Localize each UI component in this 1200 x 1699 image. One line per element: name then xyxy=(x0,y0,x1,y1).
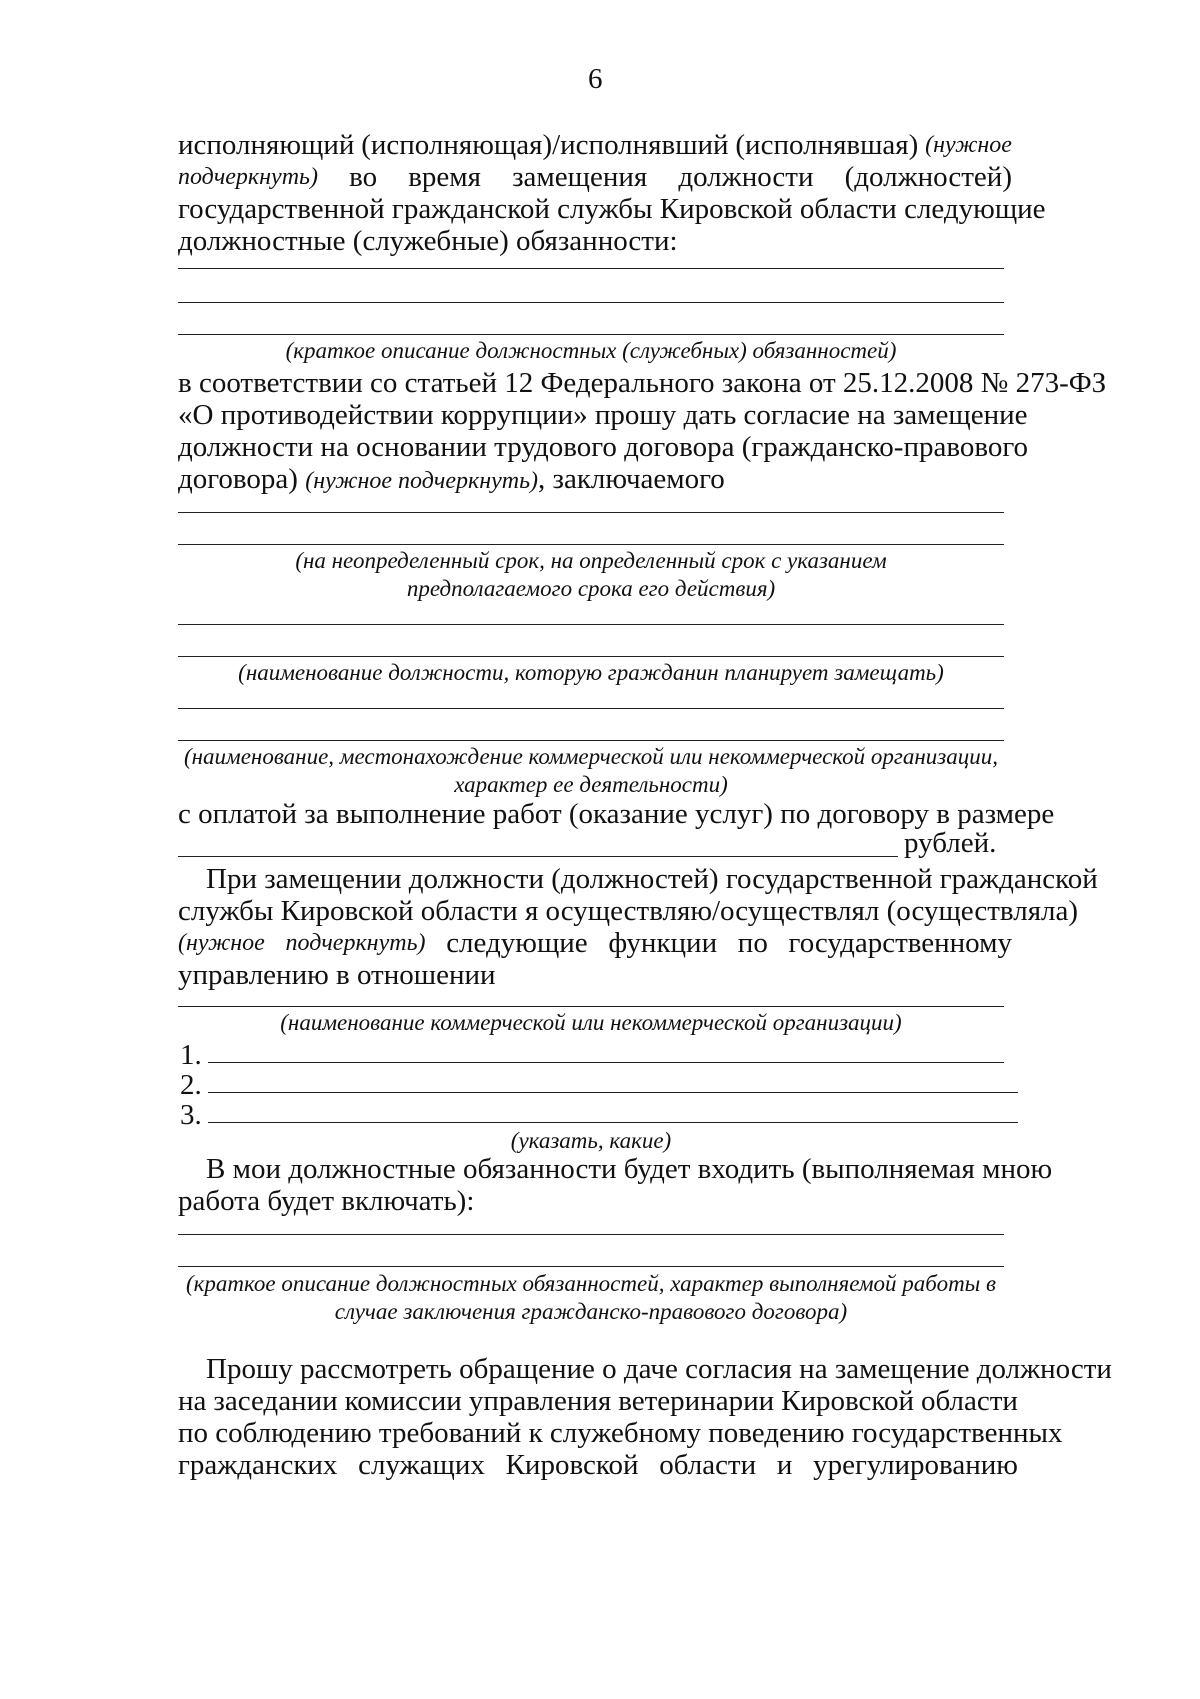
future-line-1: В мои должностные обязанности будет входить (выполняемая мною xyxy=(206,1153,1053,1185)
blank-line xyxy=(208,1092,1018,1093)
functions-line-3 xyxy=(178,926,1012,960)
caption-org-name: (наименование коммерческой или некоммерческой организации) xyxy=(280,1010,902,1035)
request-line-2 xyxy=(178,1384,1018,1418)
law-text: договора) xyxy=(178,463,298,495)
intro-word: должности xyxy=(678,161,814,193)
request-word: области xyxy=(921,1385,1018,1417)
blank-line xyxy=(178,334,1004,335)
caption-future-1: (краткое описание должностных обязанностей, характер выполняемой работы в xyxy=(185,1271,996,1296)
request-line-4 xyxy=(178,1448,1018,1482)
intro-line-2 xyxy=(178,160,1012,194)
blank-line xyxy=(208,1122,1018,1123)
intro-word: (исполнявшая) xyxy=(735,129,919,161)
caption-future-2: случае заключения гражданско-правового договора) xyxy=(334,1299,848,1324)
caption-which: (указать, какие) xyxy=(510,1128,672,1153)
request-word: Кировской xyxy=(505,1449,639,1481)
blank-line xyxy=(178,1006,1004,1007)
functions-word: по xyxy=(737,927,768,959)
blank-line xyxy=(178,302,1004,303)
request-word: служащих xyxy=(358,1449,485,1481)
item-number: 3. xyxy=(180,1099,202,1131)
blank-line xyxy=(178,856,898,857)
law-text: , заключаемого xyxy=(538,463,725,495)
intro-word: во xyxy=(349,161,378,193)
item-number: 2. xyxy=(180,1069,202,1101)
functions-line-4: управлению в отношении xyxy=(178,959,496,991)
intro-word: (исполняющая)/исполнявший xyxy=(361,129,729,161)
blank-line xyxy=(178,1266,1004,1267)
request-line-1: Прошу рассмотреть обращение о даче согласия на замещение должности xyxy=(206,1353,1112,1385)
functions-line-2: службы Кировской области я осуществляю/осуществлял (осуществляла) xyxy=(178,895,1079,927)
page-number: 6 xyxy=(588,63,603,95)
request-word: ветеринарии xyxy=(618,1385,775,1417)
blank-line xyxy=(178,708,1004,709)
intro-line-4: должностные (служебные) обязанности: xyxy=(178,225,678,257)
request-word: комиссии xyxy=(344,1385,462,1417)
request-word: заседании xyxy=(213,1385,338,1417)
functions-word: функции xyxy=(608,927,718,959)
caption-org-2: характер ее деятельности) xyxy=(454,772,728,797)
request-word: на xyxy=(178,1385,207,1417)
law-note: (нужное подчеркнуть) xyxy=(305,468,538,494)
functions-note: подчеркнуть) xyxy=(285,930,426,956)
functions-word: следующие xyxy=(446,927,588,959)
payment-line-1: с оплатой за выполнение работ (оказание услуг) по договору в размере xyxy=(178,798,1055,830)
request-word: Кировской xyxy=(781,1385,915,1417)
request-word: урегулированию xyxy=(813,1449,1018,1481)
caption-term-2: предполагаемого срока его действия) xyxy=(406,576,776,601)
blank-line xyxy=(208,1062,1004,1063)
intro-word: замещения xyxy=(512,161,648,193)
caption-duties: (краткое описание должностных (служебных) обязанностей) xyxy=(285,338,897,363)
request-word: области xyxy=(659,1449,757,1481)
request-word: гражданских xyxy=(178,1449,338,1481)
caption-org-1: (наименование, местонахождение коммерческой или некоммерческой организации, xyxy=(183,744,999,769)
request-word: и xyxy=(776,1449,793,1481)
caption-position: (наименование должности, которую гражданин планирует замещать) xyxy=(238,660,944,685)
law-line-4 xyxy=(178,462,725,498)
intro-line-1 xyxy=(178,128,1012,162)
intro-line-3: государственной гражданской службы Кировской области следующие xyxy=(178,193,1046,225)
intro-note: (нужное xyxy=(925,132,1012,158)
functions-note: (нужное xyxy=(178,930,265,956)
functions-word: государственному xyxy=(788,927,1012,959)
future-line-2: работа будет включать): xyxy=(178,1185,475,1217)
intro-note: подчеркнуть) xyxy=(178,164,318,190)
request-line-3: по соблюдению требований к служебному поведению государственных xyxy=(178,1417,1063,1449)
payment-currency: рублей. xyxy=(904,827,997,859)
blank-line xyxy=(178,740,1004,741)
intro-word: время xyxy=(408,161,481,193)
law-line-1: в соответствии со статьей 12 Федерального закона от 25.12.2008 № 273-ФЗ xyxy=(178,367,1107,399)
intro-word: (должностей) xyxy=(844,161,1012,193)
caption-term-1: (на неопределенный срок, на определенный срок с указанием xyxy=(295,548,887,573)
intro-word: исполняющий xyxy=(178,129,355,161)
law-line-3: должности на основании трудового договора (гражданско-правового xyxy=(178,431,1029,463)
blank-line xyxy=(178,268,1004,269)
law-line-2: «О противодействии коррупции» прошу дать согласие на замещение xyxy=(178,399,1028,431)
blank-line xyxy=(178,624,1004,625)
request-word: управления xyxy=(468,1385,612,1417)
blank-line xyxy=(178,544,1004,545)
functions-line-1: При замещении должности (должностей) государственной гражданской xyxy=(206,863,1098,895)
item-number: 1. xyxy=(180,1039,202,1071)
blank-line xyxy=(178,512,1004,513)
blank-line xyxy=(178,1234,1004,1235)
blank-line xyxy=(178,656,1004,657)
